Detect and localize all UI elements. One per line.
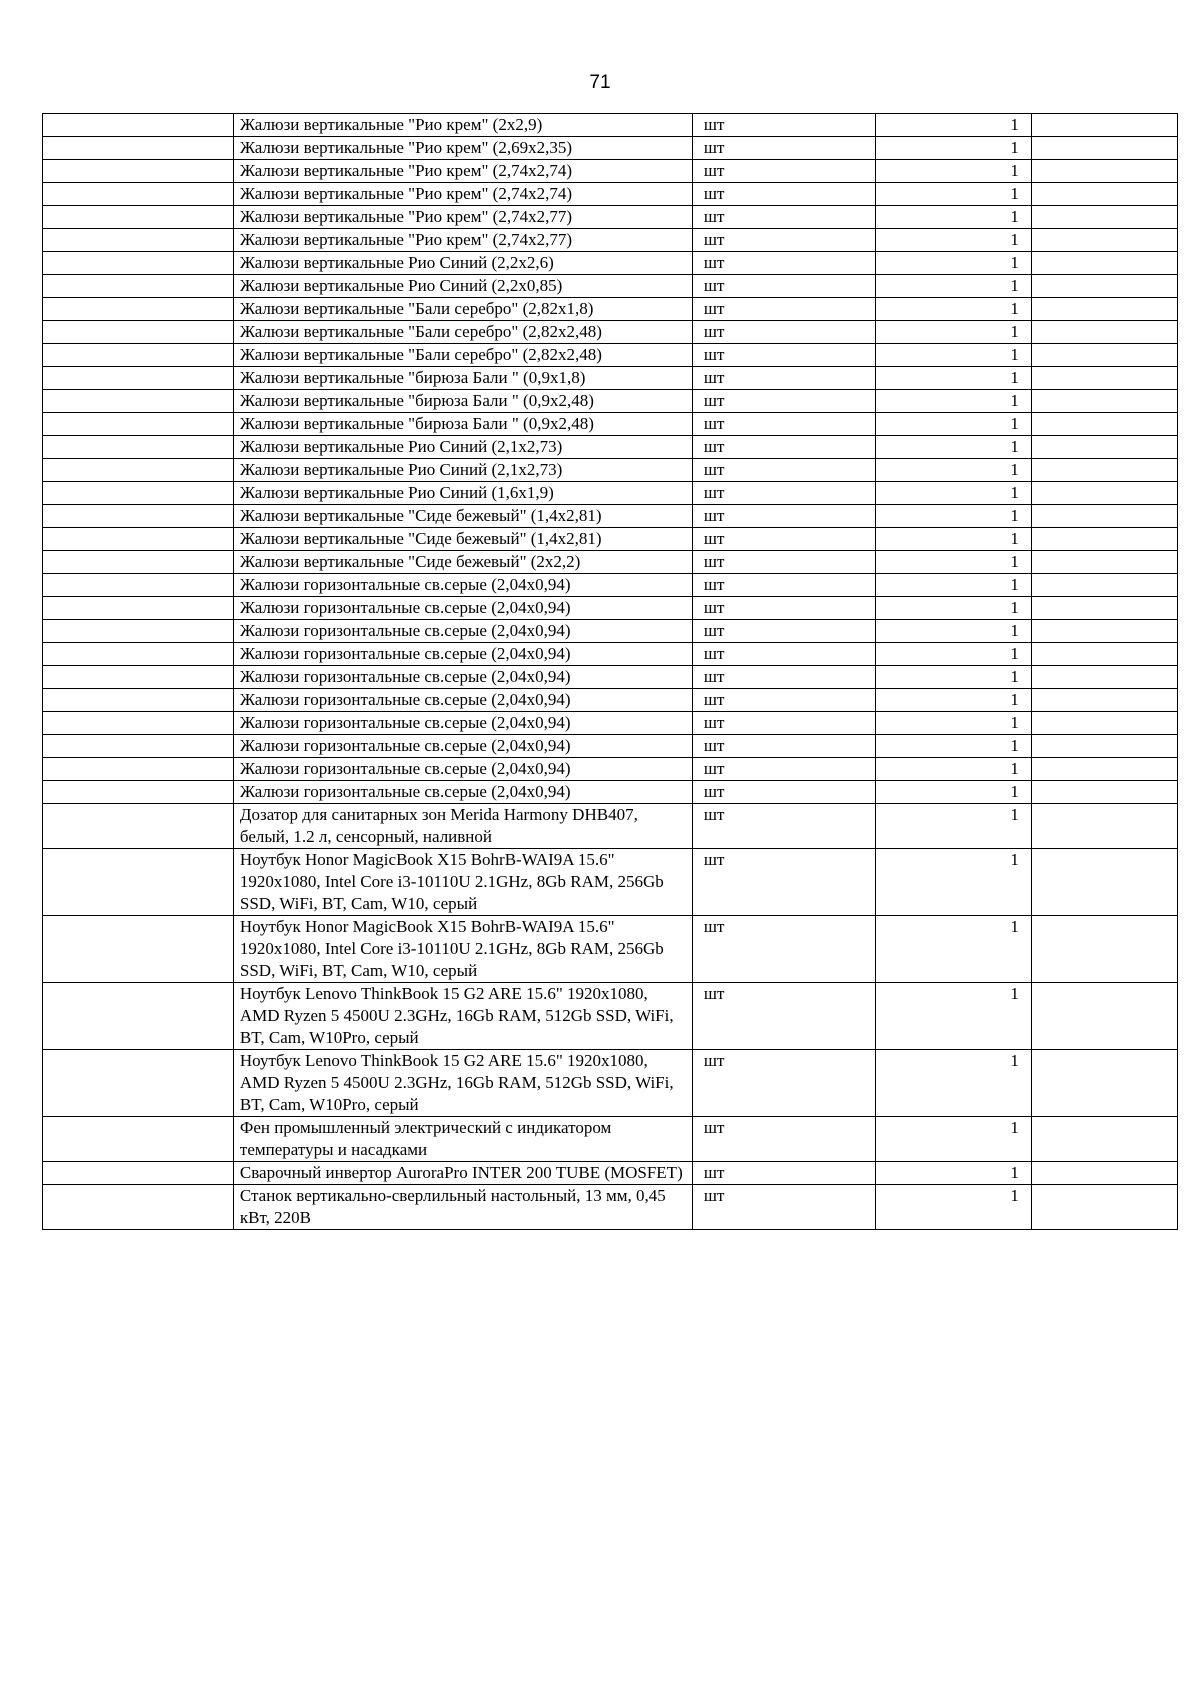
quantity-cell: 1 [876,1162,1031,1185]
quantity-cell: 1 [876,1117,1031,1162]
quantity-cell: 1 [876,183,1031,206]
empty-cell [43,321,234,344]
unit-cell: шт [692,344,876,367]
unit-cell: шт [692,574,876,597]
unit-cell: шт [692,1117,876,1162]
quantity-cell: 1 [876,298,1031,321]
quantity-cell: 1 [876,781,1031,804]
unit-cell: шт [692,666,876,689]
unit-cell: шт [692,551,876,574]
unit-cell: шт [692,849,876,916]
empty-cell [43,275,234,298]
item-name-cell: Жалюзи вертикальные Рио Синий (2,1х2,73) [233,459,692,482]
empty-cell [1031,804,1177,849]
table-row [43,620,1178,643]
empty-cell [1031,114,1177,137]
empty-cell [43,849,234,916]
table-row [43,321,1178,344]
table-row [43,597,1178,620]
unit-cell: шт [692,160,876,183]
unit-cell: шт [692,206,876,229]
quantity-cell: 1 [876,321,1031,344]
empty-cell [43,459,234,482]
table-row [43,689,1178,712]
empty-cell [1031,229,1177,252]
empty-cell [43,1162,234,1185]
unit-cell: шт [692,620,876,643]
empty-cell [1031,528,1177,551]
empty-cell [1031,689,1177,712]
item-name-cell: Станок вертикально-сверлильный настольный, 13 мм, 0,45 кВт, 220В [233,1185,692,1230]
table-row [43,505,1178,528]
empty-cell [43,643,234,666]
empty-cell [1031,916,1177,983]
empty-cell [43,252,234,275]
item-name-cell: Жалюзи вертикальные "Рио крем" (2,74х2,74) [233,183,692,206]
item-name-cell: Жалюзи горизонтальные св.серые (2,04х0,94) [233,689,692,712]
table-row [43,459,1178,482]
empty-cell [43,551,234,574]
table-row [43,643,1178,666]
empty-cell [1031,482,1177,505]
empty-cell [1031,849,1177,916]
item-name-cell: Жалюзи вертикальные "Бали серебро" (2,82х2,48) [233,321,692,344]
quantity-cell: 1 [876,528,1031,551]
unit-cell: шт [692,390,876,413]
empty-cell [43,1185,234,1230]
quantity-cell: 1 [876,1185,1031,1230]
item-name-cell: Жалюзи горизонтальные св.серые (2,04х0,94) [233,758,692,781]
table-row [43,574,1178,597]
items-table [42,113,1178,1230]
unit-cell: шт [692,1050,876,1117]
quantity-cell: 1 [876,849,1031,916]
empty-cell [1031,735,1177,758]
quantity-cell: 1 [876,758,1031,781]
item-name-cell: Жалюзи вертикальные "Сиде бежевый" (1,4х2,81) [233,505,692,528]
item-name-cell: Жалюзи вертикальные "бирюза Бали " (0,9х1,8) [233,367,692,390]
empty-cell [43,298,234,321]
table-row [43,206,1178,229]
table-row [43,1162,1178,1185]
empty-cell [1031,758,1177,781]
item-name-cell: Жалюзи вертикальные Рио Синий (2,1х2,73) [233,436,692,459]
table-row [43,252,1178,275]
empty-cell [1031,298,1177,321]
empty-cell [43,597,234,620]
page-number: 71 [589,72,611,93]
item-name-cell: Жалюзи горизонтальные св.серые (2,04х0,94) [233,735,692,758]
table-row [43,482,1178,505]
item-name-cell: Ноутбук Lenovo ThinkBook 15 G2 ARE 15.6" 1920x1080, AMD Ryzen 5 4500U 2.3GHz, 16Gb RAM, 512Gb SSD, WiFi, BT, Cam, W10Pro, серый [233,983,692,1050]
empty-cell [1031,712,1177,735]
table-row [43,983,1178,1050]
item-name-cell: Жалюзи вертикальные "Бали серебро" (2,82х1,8) [233,298,692,321]
empty-cell [1031,574,1177,597]
empty-cell [1031,781,1177,804]
table-row [43,1117,1178,1162]
empty-cell [43,804,234,849]
quantity-cell: 1 [876,666,1031,689]
table-row [43,666,1178,689]
unit-cell: шт [692,916,876,983]
empty-cell [1031,1050,1177,1117]
table-row [43,551,1178,574]
empty-cell [1031,413,1177,436]
empty-cell [43,758,234,781]
table-row [43,781,1178,804]
empty-cell [1031,1117,1177,1162]
empty-cell [1031,666,1177,689]
unit-cell: шт [692,735,876,758]
empty-cell [43,666,234,689]
table-row [43,413,1178,436]
unit-cell: шт [692,252,876,275]
item-name-cell: Жалюзи горизонтальные св.серые (2,04х0,94) [233,574,692,597]
unit-cell: шт [692,712,876,735]
empty-cell [1031,551,1177,574]
quantity-cell: 1 [876,137,1031,160]
table-row [43,758,1178,781]
quantity-cell: 1 [876,160,1031,183]
unit-cell: шт [692,689,876,712]
table-row [43,183,1178,206]
quantity-cell: 1 [876,114,1031,137]
unit-cell: шт [692,781,876,804]
empty-cell [1031,206,1177,229]
quantity-cell: 1 [876,712,1031,735]
empty-cell [43,781,234,804]
empty-cell [43,137,234,160]
quantity-cell: 1 [876,390,1031,413]
table-row [43,804,1178,849]
unit-cell: шт [692,436,876,459]
empty-cell [43,735,234,758]
quantity-cell: 1 [876,735,1031,758]
quantity-cell: 1 [876,804,1031,849]
quantity-cell: 1 [876,206,1031,229]
empty-cell [43,528,234,551]
unit-cell: шт [692,758,876,781]
empty-cell [43,206,234,229]
items-table-body [43,114,1178,1230]
unit-cell: шт [692,505,876,528]
table-row [43,275,1178,298]
table-row [43,344,1178,367]
item-name-cell: Жалюзи вертикальные "Рио крем" (2,74х2,77) [233,206,692,229]
unit-cell: шт [692,229,876,252]
empty-cell [43,620,234,643]
item-name-cell: Жалюзи вертикальные "Рио крем" (2,74х2,74) [233,160,692,183]
quantity-cell: 1 [876,505,1031,528]
empty-cell [1031,436,1177,459]
table-row [43,712,1178,735]
quantity-cell: 1 [876,252,1031,275]
empty-cell [1031,160,1177,183]
table-row [43,436,1178,459]
empty-cell [1031,321,1177,344]
quantity-cell: 1 [876,275,1031,298]
empty-cell [43,505,234,528]
quantity-cell: 1 [876,436,1031,459]
empty-cell [1031,275,1177,298]
item-name-cell: Ноутбук Honor MagicBook X15 BohrB-WAI9A 15.6" 1920x1080, Intel Core i3-10110U 2.1GHz, 8Gb RAM, 256Gb SSD, WiFi, BT, Cam, W10, серый [233,849,692,916]
item-name-cell: Жалюзи горизонтальные св.серые (2,04х0,94) [233,712,692,735]
item-name-cell: Жалюзи вертикальные "Рио крем" (2,74х2,77) [233,229,692,252]
table-row [43,367,1178,390]
table-row [43,137,1178,160]
empty-cell [43,367,234,390]
empty-cell [43,114,234,137]
item-name-cell: Жалюзи горизонтальные св.серые (2,04х0,94) [233,597,692,620]
table-row [43,1185,1178,1230]
empty-cell [43,390,234,413]
table-row [43,528,1178,551]
table-row [43,849,1178,916]
item-name-cell: Жалюзи вертикальные "Сиде бежевый" (2х2,2) [233,551,692,574]
item-name-cell: Жалюзи вертикальные "Сиде бежевый" (1,4х2,81) [233,528,692,551]
unit-cell: шт [692,413,876,436]
item-name-cell: Ноутбук Honor MagicBook X15 BohrB-WAI9A 15.6" 1920x1080, Intel Core i3-10110U 2.1GHz, 8Gb RAM, 256Gb SSD, WiFi, BT, Cam, W10, серый [233,916,692,983]
item-name-cell: Ноутбук Lenovo ThinkBook 15 G2 ARE 15.6" 1920x1080, AMD Ryzen 5 4500U 2.3GHz, 16Gb RAM, 512Gb SSD, WiFi, BT, Cam, W10Pro, серый [233,1050,692,1117]
empty-cell [1031,1185,1177,1230]
quantity-cell: 1 [876,229,1031,252]
empty-cell [1031,620,1177,643]
empty-cell [43,160,234,183]
empty-cell [1031,367,1177,390]
item-name-cell: Жалюзи вертикальные Рио Синий (1,6х1,9) [233,482,692,505]
empty-cell [1031,643,1177,666]
item-name-cell: Жалюзи горизонтальные св.серые (2,04х0,94) [233,620,692,643]
quantity-cell: 1 [876,983,1031,1050]
table-row [43,735,1178,758]
empty-cell [1031,505,1177,528]
quantity-cell: 1 [876,482,1031,505]
empty-cell [1031,183,1177,206]
unit-cell: шт [692,367,876,390]
quantity-cell: 1 [876,1050,1031,1117]
quantity-cell: 1 [876,597,1031,620]
quantity-cell: 1 [876,344,1031,367]
unit-cell: шт [692,275,876,298]
quantity-cell: 1 [876,643,1031,666]
quantity-cell: 1 [876,367,1031,390]
empty-cell [1031,137,1177,160]
unit-cell: шт [692,183,876,206]
empty-cell [43,689,234,712]
unit-cell: шт [692,321,876,344]
table-row [43,916,1178,983]
quantity-cell: 1 [876,574,1031,597]
empty-cell [43,436,234,459]
empty-cell [43,1050,234,1117]
empty-cell [1031,597,1177,620]
empty-cell [43,413,234,436]
table-row [43,114,1178,137]
quantity-cell: 1 [876,459,1031,482]
empty-cell [1031,252,1177,275]
empty-cell [1031,1162,1177,1185]
item-name-cell: Жалюзи горизонтальные св.серые (2,04х0,94) [233,781,692,804]
item-name-cell: Жалюзи горизонтальные св.серые (2,04х0,94) [233,666,692,689]
unit-cell: шт [692,459,876,482]
item-name-cell: Сварочный инвертор AuroraPro INTER 200 TUBE (MOSFET) [233,1162,692,1185]
table-row [43,298,1178,321]
empty-cell [1031,390,1177,413]
unit-cell: шт [692,114,876,137]
unit-cell: шт [692,1162,876,1185]
empty-cell [43,574,234,597]
item-name-cell: Жалюзи вертикальные "Бали серебро" (2,82х2,48) [233,344,692,367]
empty-cell [1031,459,1177,482]
item-name-cell: Жалюзи вертикальные Рио Синий (2,2х2,6) [233,252,692,275]
empty-cell [1031,983,1177,1050]
table-row [43,229,1178,252]
empty-cell [43,916,234,983]
quantity-cell: 1 [876,551,1031,574]
item-name-cell: Дозатор для санитарных зон Merida Harmony DHB407, белый, 1.2 л, сенсорный, наливной [233,804,692,849]
unit-cell: шт [692,298,876,321]
unit-cell: шт [692,983,876,1050]
empty-cell [43,482,234,505]
unit-cell: шт [692,597,876,620]
empty-cell [43,1117,234,1162]
empty-cell [43,183,234,206]
item-name-cell: Жалюзи вертикальные Рио Синий (2,2х0,85) [233,275,692,298]
table-row [43,390,1178,413]
unit-cell: шт [692,528,876,551]
item-name-cell: Жалюзи вертикальные "Рио крем" (2,69х2,35) [233,137,692,160]
quantity-cell: 1 [876,413,1031,436]
table-row [43,160,1178,183]
unit-cell: шт [692,137,876,160]
table-row [43,1050,1178,1117]
quantity-cell: 1 [876,916,1031,983]
empty-cell [43,983,234,1050]
unit-cell: шт [692,643,876,666]
empty-cell [43,229,234,252]
quantity-cell: 1 [876,620,1031,643]
empty-cell [43,344,234,367]
item-name-cell: Жалюзи горизонтальные св.серые (2,04х0,94) [233,643,692,666]
item-name-cell: Жалюзи вертикальные "бирюза Бали " (0,9х2,48) [233,390,692,413]
item-name-cell: Жалюзи вертикальные "Рио крем" (2х2,9) [233,114,692,137]
item-name-cell: Жалюзи вертикальные "бирюза Бали " (0,9х2,48) [233,413,692,436]
unit-cell: шт [692,1185,876,1230]
item-name-cell: Фен промышленный электрический с индикатором температуры и насадками [233,1117,692,1162]
unit-cell: шт [692,482,876,505]
unit-cell: шт [692,804,876,849]
quantity-cell: 1 [876,689,1031,712]
empty-cell [1031,344,1177,367]
empty-cell [43,712,234,735]
